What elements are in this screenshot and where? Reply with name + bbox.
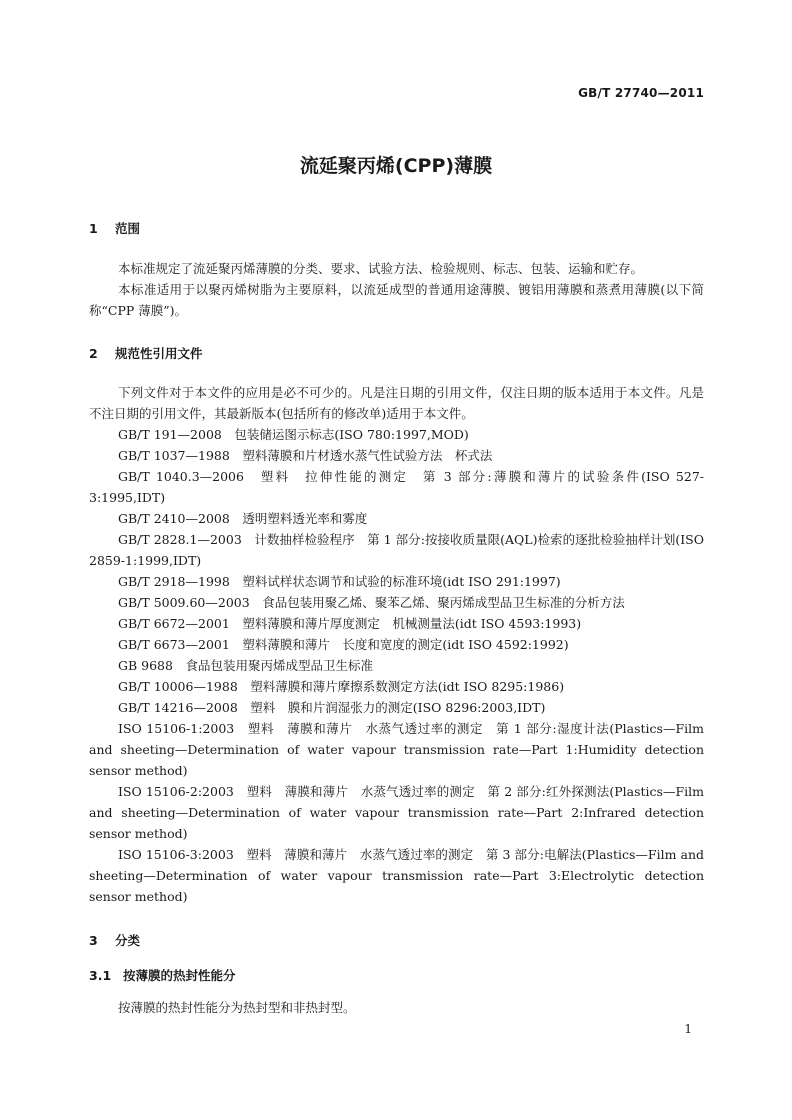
- reference-item: GB/T 1040.3—2006 塑料 拉伸性能的测定 第 3 部分:薄膜和薄片的试验条件(ISO 527-3:1995,IDT): [89, 469, 704, 505]
- subsection-3-1-text: 按薄膜的热封性能分为热封型和非热封型。: [118, 1000, 356, 1015]
- standard-code: GB/T 27740—2011: [578, 86, 704, 100]
- references-intro: 下列文件对于本文件的应用是必不可少的。凡是注日期的引用文件，仅注日期的版本适用于本文件。凡是不注日期的引用文件，其最新版本(包括所有的修改单)适用于本文件。: [89, 385, 704, 421]
- reference-item: ISO 15106-2:2003 塑料 薄膜和薄片 水蒸气透过率的测定 第 2 部分:红外探测法(Plastics—Film and sheeting—Determination of water vapour transmission rate—Part 2:Infrared detection sensor method): [89, 784, 704, 841]
- reference-item: ISO 15106-3:2003 塑料 薄膜和薄片 水蒸气透过率的测定 第 3 部分:电解法(Plastics—Film and sheeting—Determination of water vapour transmission rate—Part 3:Electrolytic detection sensor method): [89, 847, 704, 904]
- reference-item: GB/T 6672—2001 塑料薄膜和薄片厚度测定 机械测量法(idt ISO 4593:1993): [118, 616, 582, 631]
- reference-item: GB/T 1037—1988 塑料薄膜和片材透水蒸气性试验方法 杯式法: [118, 448, 493, 463]
- reference-item: GB/T 2410—2008 透明塑料透光率和雾度: [118, 511, 368, 526]
- reference-item: GB 9688 食品包装用聚丙烯成型品卫生标准: [118, 658, 373, 673]
- reference-item: GB/T 6673—2001 塑料薄膜和薄片 长度和宽度的测定(idt ISO 4592:1992): [118, 637, 569, 652]
- section-title: 规范性引用文件: [115, 346, 203, 361]
- section-2-heading: [89, 344, 203, 362]
- section-number: 2: [89, 346, 98, 361]
- reference-item: GB/T 10006—1988 塑料薄膜和薄片摩擦系数测定方法(idt ISO 8295:1986): [118, 679, 565, 694]
- subsection-title: 按薄膜的热封性能分: [123, 968, 236, 983]
- scope-paragraph-2: 本标准适用于以聚丙烯树脂为主要原料，以流延成型的普通用途薄膜、镀铝用薄膜和蒸煮用薄膜(以下简称“CPP 薄膜”)。: [89, 282, 704, 318]
- reference-item: GB/T 2918—1998 塑料试样状态调节和试验的标准环境(idt ISO 291:1997): [118, 574, 561, 589]
- scope-paragraph-1: 本标准规定了流延聚丙烯薄膜的分类、要求、试验方法、检验规则、标志、包装、运输和贮存。: [118, 261, 644, 276]
- subsection-3-1-heading: [89, 966, 236, 984]
- reference-item: ISO 15106-1:2003 塑料 薄膜和薄片 水蒸气透过率的测定 第 1 部分:湿度计法(Plastics—Film and sheeting—Determination of water vapour transmission rate—Part 1:Humidity detection sensor method): [89, 721, 704, 778]
- reference-item: GB/T 2828.1—2003 计数抽样检验程序 第 1 部分:按接收质量限(AQL)检索的逐批检验抽样计划(ISO 2859-1:1999,IDT): [89, 532, 704, 568]
- section-title: 分类: [115, 933, 141, 948]
- reference-item: GB/T 14216—2008 塑料 膜和片润湿张力的测定(ISO 8296:2003,IDT): [118, 700, 546, 715]
- page-number: 1: [684, 1022, 692, 1036]
- section-1-heading: [89, 219, 140, 237]
- subsection-number: 3.1: [89, 968, 112, 983]
- section-number: 3: [89, 933, 98, 948]
- reference-item: GB/T 5009.60—2003 食品包装用聚乙烯、聚苯乙烯、聚丙烯成型品卫生标准的分析方法: [118, 595, 625, 610]
- document-title: 流延聚丙烯(CPP)薄膜: [299, 155, 493, 177]
- section-title: 范围: [115, 221, 141, 236]
- section-3-heading: [89, 931, 140, 949]
- section-number: 1: [89, 221, 98, 236]
- reference-item: GB/T 191—2008 包装储运图示标志(ISO 780:1997,MOD): [118, 427, 469, 442]
